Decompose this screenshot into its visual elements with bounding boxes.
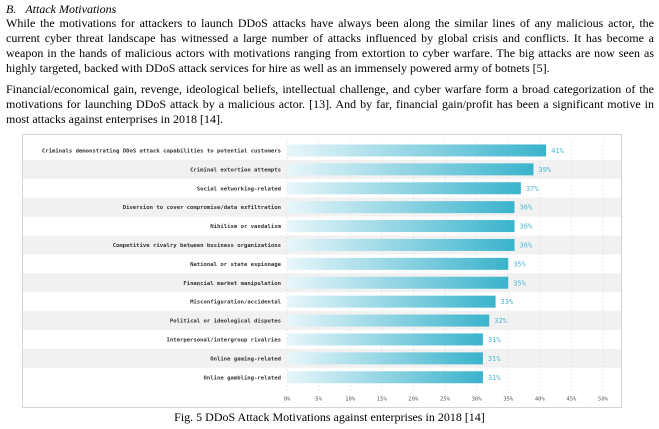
value-label: 36% <box>519 222 533 231</box>
x-tick-label: 35% <box>503 396 514 403</box>
category-label: Online gaming-related <box>210 356 281 363</box>
value-label: 31% <box>487 335 501 344</box>
bar-chart <box>23 135 621 407</box>
x-tick-label: 25% <box>440 396 450 403</box>
category-label: Competitive rivalry between business organizations <box>112 242 281 249</box>
x-tick-label: 30% <box>471 396 482 403</box>
category-label: Financial market manipulation <box>183 280 281 287</box>
figure-chart <box>22 134 622 408</box>
bar <box>287 220 515 232</box>
bar <box>287 315 489 327</box>
category-label: Criminal extortion attempts <box>190 167 281 174</box>
value-label: 31% <box>487 373 501 382</box>
bar <box>287 352 483 364</box>
x-tick-label: 15% <box>376 396 387 403</box>
bar <box>287 163 533 175</box>
value-label: 32% <box>494 317 507 326</box>
x-tick-label: 45% <box>566 396 577 403</box>
bar <box>287 296 496 308</box>
x-tick-label: 5% <box>315 396 322 403</box>
bar <box>287 258 508 270</box>
x-tick-label: 10% <box>345 396 356 403</box>
value-label: 37% <box>525 184 539 193</box>
category-label: Diversion to cover compromise/data exfiltration <box>122 205 281 212</box>
value-label: 35% <box>513 279 526 288</box>
figure-caption: Fig. 5 DDoS Attack Motivations against enterprises in 2018 [14] <box>174 410 485 424</box>
bar <box>287 201 515 213</box>
paragraph-2: Financial/economical gain, revenge, ideological beliefs, intellectual challenge, and cyber warfare form a broad categorization of the motivations for launching DDoS attack by a malicious actor. [13]. And by far, financial gain/profit has been a significant motive in most attacks against enterprises in 2018 [14]. <box>6 82 654 126</box>
bar <box>287 371 483 383</box>
paragraph-1: While the motivations for attackers to launch DDoS attacks have always been along the similar lines of any malicious actor, the current cyber threat landscape has witnessed a large number of attacks influenced by global crisis and conflicts. It has become a weapon in the hands of malicious actors with motivations ranging from extortion to cyber warfare. The big attacks are now seen as highly targeted, backed with DDoS attack services for hire as well as an immensely powered army of botnets [5]. <box>6 16 654 75</box>
category-label: Nihilism or vandalism <box>210 224 281 231</box>
value-label: 36% <box>519 241 533 250</box>
bar <box>287 239 515 251</box>
section-heading: B. Attack Motivations <box>6 2 117 16</box>
bar <box>287 144 546 156</box>
category-label: Social networking-related <box>196 186 281 193</box>
value-label: 36% <box>519 203 533 212</box>
bar <box>287 277 508 289</box>
category-label: Criminals demonstrating DDoS attack capabilities to potential customers <box>41 148 281 155</box>
x-tick-label: 0% <box>283 396 291 403</box>
value-label: 33% <box>500 298 514 307</box>
category-label: Political or ideological disputes <box>169 318 281 325</box>
value-label: 31% <box>487 354 501 363</box>
value-label: 39% <box>538 165 552 174</box>
category-label: Interpersonal/intergroup rivalries <box>166 337 281 344</box>
value-label: 41% <box>551 146 564 155</box>
category-label: National or state espionage <box>190 261 281 268</box>
bar <box>287 182 521 194</box>
category-label: Online gambling-related <box>203 375 281 382</box>
x-tick-label: 40% <box>534 396 545 403</box>
x-tick-label: 50% <box>598 396 608 403</box>
bar <box>287 333 483 345</box>
x-tick-label: 20% <box>408 396 419 403</box>
value-label: 35% <box>513 260 526 269</box>
category-label: Misconfiguration/accidental <box>190 299 281 306</box>
